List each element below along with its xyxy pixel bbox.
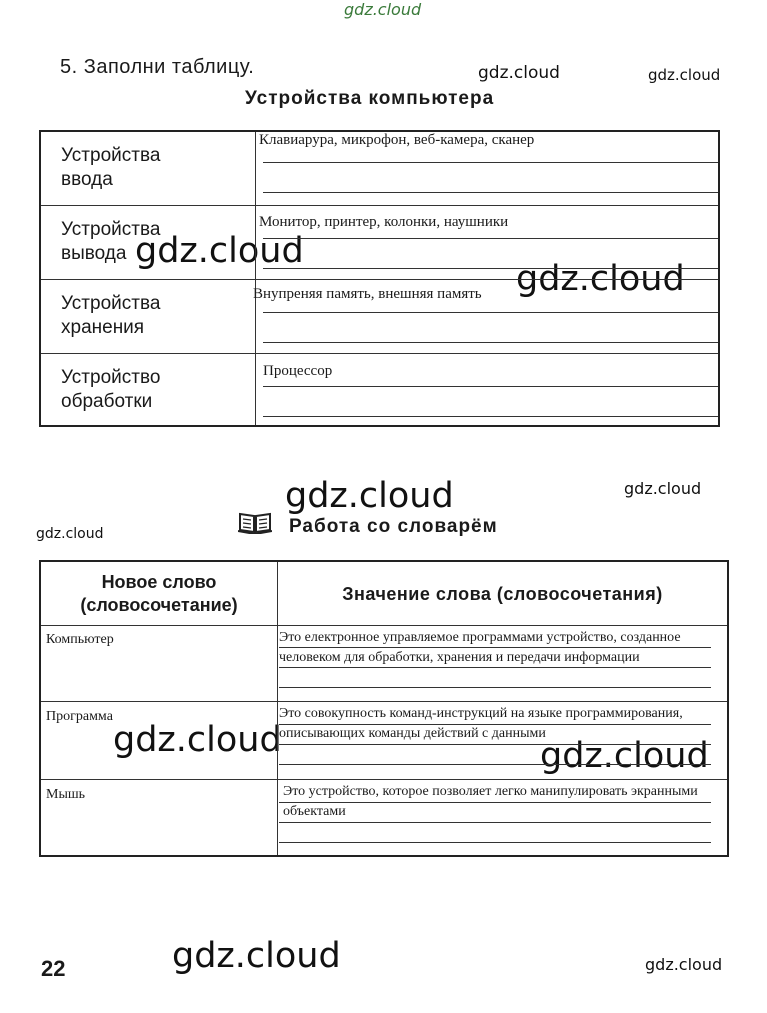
device-category-label <box>61 366 251 414</box>
label-line: Устройство <box>61 367 161 388</box>
watermark: gdz.cloud <box>135 231 304 271</box>
table-header <box>41 562 727 626</box>
device-answer: Клавиарура, микрофон, веб-камера, сканер <box>259 132 535 148</box>
dictionary-word: Мышь <box>46 787 86 802</box>
table-row <box>41 625 727 702</box>
page-number: 22 <box>41 956 66 981</box>
watermark: gdz.cloud <box>645 955 723 974</box>
dictionary-meaning: Это устройство, которое позволяет легко манипулировать экранными объектами <box>283 784 698 819</box>
answer-line <box>279 687 711 688</box>
label-line: Устройства <box>61 219 161 240</box>
label-line: ввода <box>61 169 113 190</box>
header-line: (словосочетание) <box>80 595 238 615</box>
answer-line <box>263 162 718 163</box>
table-row <box>41 780 727 857</box>
device-category-label <box>61 218 251 266</box>
answer-line <box>279 667 711 668</box>
dictionary-table <box>39 560 729 857</box>
table-row <box>41 354 718 427</box>
dictionary-word: Программа <box>46 709 113 724</box>
task-title: 5. Заполни таблицу. <box>60 56 255 78</box>
answer-line <box>263 192 718 193</box>
watermark: gdz.cloud <box>36 526 104 542</box>
watermark: gdz.cloud <box>172 936 341 976</box>
dictionary-word: Компьютер <box>46 632 114 647</box>
label-line: вывода <box>61 243 127 264</box>
answer-line <box>263 268 718 269</box>
device-category-label <box>61 144 251 192</box>
answer-line <box>279 822 711 823</box>
device-category-label <box>61 292 251 340</box>
watermark: gdz.cloud <box>540 736 709 776</box>
answer-line <box>263 312 718 313</box>
answer-line <box>279 744 711 745</box>
watermark: gdz.cloud <box>624 479 702 498</box>
table-row <box>41 280 718 354</box>
device-answer: Внупреняя память, внешняя память <box>253 286 482 302</box>
label-line: Устройства <box>61 145 161 166</box>
dictionary-meaning: Это електронное управляемое программами устройство, созданное человеком для обработки, хранения и передачи информации <box>279 630 681 665</box>
answer-line <box>263 238 718 239</box>
book-icon <box>238 510 272 534</box>
header-meaning: Значение слова (словосочетания) <box>342 584 663 604</box>
watermark: gdz.cloud <box>113 720 282 760</box>
table-row <box>41 206 718 280</box>
answer-line <box>279 764 711 765</box>
answer-line <box>263 342 718 343</box>
table-title: Устройства компьютера <box>245 88 495 109</box>
header-line: Новое слово <box>101 572 217 592</box>
answer-line <box>279 724 711 725</box>
watermark: gdz.cloud <box>285 476 454 516</box>
watermark: gdz.cloud <box>648 66 721 84</box>
answer-line <box>279 802 711 803</box>
answer-line <box>263 386 718 387</box>
label-line: Устройства <box>61 293 161 314</box>
device-answer: Монитор, принтер, колонки, наушники <box>259 214 509 230</box>
watermark: gdz.cloud <box>516 259 685 299</box>
table-row <box>41 132 718 206</box>
watermark: gdz.cloud <box>344 0 422 19</box>
dictionary-meaning: Это совокупность команд-инструкций на языке программирования, описывающих команды действий с данными <box>279 706 683 741</box>
watermark: gdz.cloud <box>478 63 560 83</box>
watermark: gdz.cloud <box>330 1000 379 1011</box>
header-new-word <box>41 571 277 617</box>
dictionary-title: Работа со словарём <box>289 516 498 537</box>
answer-line <box>279 647 711 648</box>
devices-table <box>39 130 720 427</box>
answer-line <box>263 416 718 417</box>
answer-line <box>279 842 711 843</box>
label-line: обработки <box>61 391 153 412</box>
device-answer: Процессор <box>263 363 333 379</box>
table-row <box>41 702 727 780</box>
label-line: хранения <box>61 317 145 338</box>
